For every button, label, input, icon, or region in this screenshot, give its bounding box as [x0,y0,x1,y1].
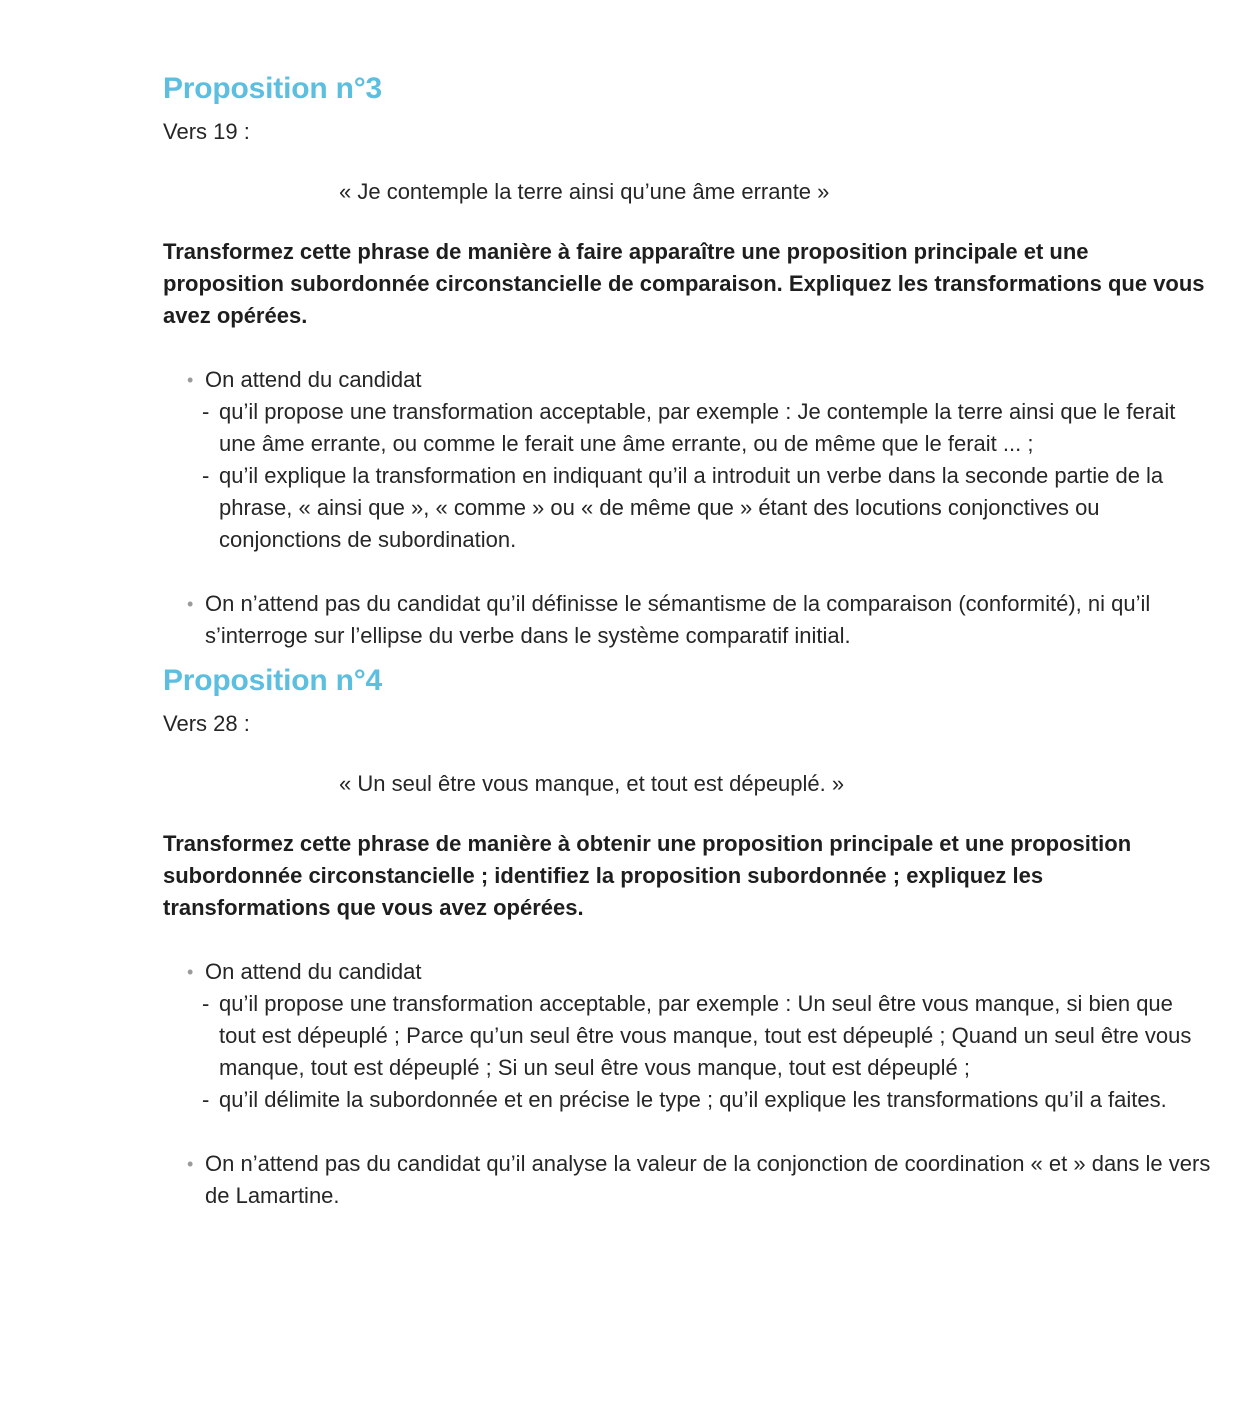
list-item-text: qu’il propose une transformation acceptable, par exemple : Un seul être vous manque, si bien que tout est dépeuplé ; Parce qu’un seul être vous manque, tout est dépeuplé ; Quand un seul être vous manque, tout est dépeuplé ; Si un seul être vous manque, tout est dépeuplé ; [219,991,1192,1080]
expected-block [163,364,1213,556]
expected-block [163,956,1213,1116]
dash-icon: - [202,1087,210,1112]
list-item-text: qu’il délimite la subordonnée et en précise le type ; qu’il explique les transformations qu’il a faites. [219,1087,1167,1112]
verse-reference: Vers 28 : [163,711,250,736]
not-expected-text: On n’attend pas du candidat qu’il définisse le sémantisme de la comparaison (conformité), ni qu’il s’interroge sur l’ellipse du verbe dans le système comparatif initial. [205,591,1151,648]
bullet-icon: • [187,594,194,614]
section-proposition-4 [163,662,1213,1212]
not-expected-block [163,1148,1213,1212]
section-proposition-3 [163,70,1213,652]
bullet-icon: • [187,1154,194,1174]
bullet-icon: • [187,370,194,390]
list-item [202,396,1213,460]
bullet-icon: • [187,962,194,982]
dash-icon: - [202,991,210,1016]
list-item [202,460,1213,556]
verse-reference: Vers 19 : [163,119,250,144]
list-item [202,1084,1213,1116]
section-heading: Proposition n°4 [163,664,382,697]
list-item-text: qu’il propose une transformation acceptable, par exemple : Je contemple la terre ainsi que le ferait une âme errante, ou comme le ferait une âme errante, ou de même que le ferait ... ; [219,399,1176,456]
not-expected-text: On n’attend pas du candidat qu’il analyse la valeur de la conjonction de coordination « et » dans le vers de Lamartine. [205,1151,1211,1208]
expected-list [202,396,1213,556]
dash-icon: - [202,463,210,488]
list-item [202,988,1213,1084]
expected-intro: On attend du candidat [205,959,422,984]
not-expected-block [163,588,1213,652]
verse-quote: « Un seul être vous manque, et tout est dépeuplé. » [339,771,845,796]
section-heading: Proposition n°3 [163,72,382,105]
dash-icon: - [202,399,210,424]
verse-quote: « Je contemple la terre ainsi qu’une âme errante » [339,179,830,204]
document-page [163,70,1213,1212]
expected-intro: On attend du candidat [205,367,422,392]
instruction-text: Transformez cette phrase de manière à obtenir une proposition principale et une proposition subordonnée circonstancielle ; identifiez la proposition subordonnée ; expliquez les transformations que vous avez opérées. [163,831,1132,920]
instruction-text: Transformez cette phrase de manière à faire apparaître une proposition principale et une proposition subordonnée circonstancielle de comparaison. Expliquez les transformations que vous avez opérées. [163,239,1205,328]
list-item-text: qu’il explique la transformation en indiquant qu’il a introduit un verbe dans la seconde partie de la phrase, « ainsi que », « comme » ou « de même que » étant des locutions conjonctives ou conjonctions de subordination. [219,463,1164,552]
expected-list [202,988,1213,1116]
